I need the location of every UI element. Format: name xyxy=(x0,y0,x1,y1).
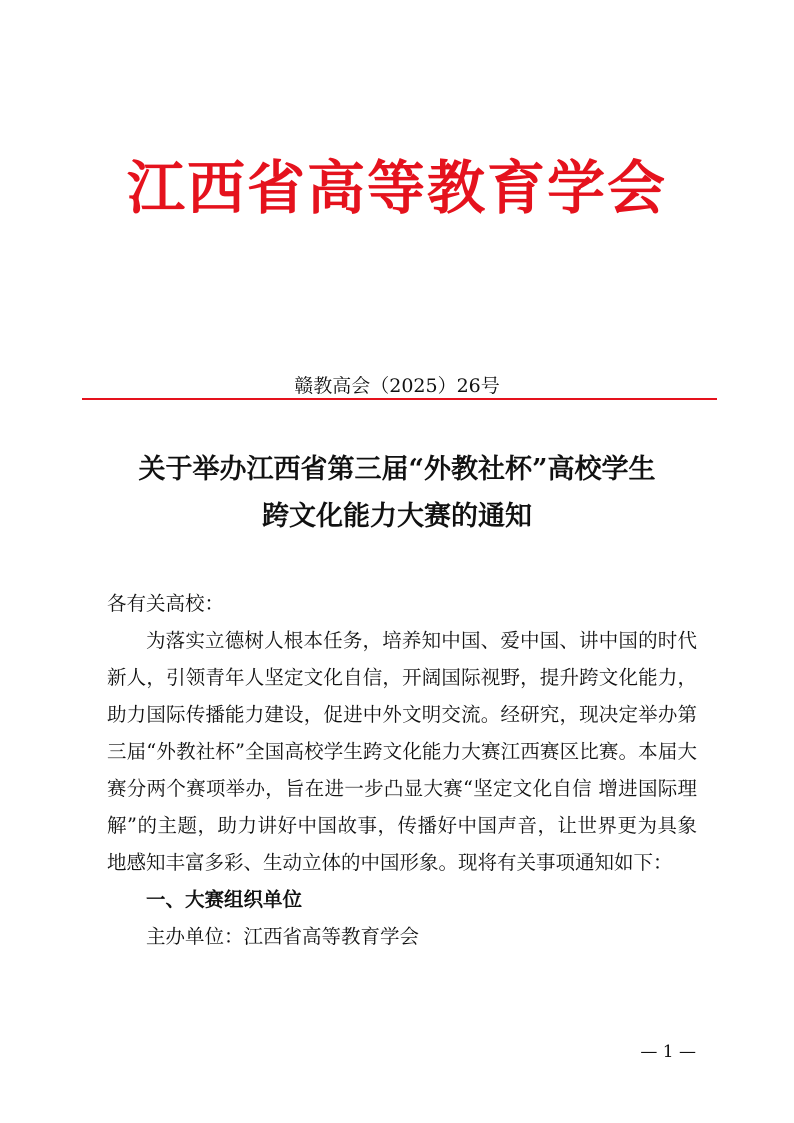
notice-title-line-2: 跨文化能力大赛的通知 xyxy=(262,501,532,532)
organizer-line: 主办单位：江西省高等教育学会 xyxy=(146,925,420,948)
intro-paragraph: 为落实立德树人根本任务，培养知中国、爱中国、讲中国的时代新人，引领青年人坚定文化自信，开阔国际视野，提升跨文化能力，助力国际传播能力建设，促进中外文明交流。经研究，现决定举办第三届“外教社杯”全国高校学生跨文化能力大赛江西赛区比赛。本届大赛分两个赛项举办，旨在进一步凸显大赛“坚定文化自信 增进国际理解”的主题，助力讲好中国故事，传播好中国声音，让世界更为具象地感知丰富多彩、生动立体的中国形象。现将有关事项通知如下： xyxy=(107,629,697,874)
page-number: — 1 — xyxy=(640,1042,696,1062)
salutation: 各有关高校： xyxy=(107,592,225,615)
document-number: 赣教高会（2025）26号 xyxy=(294,375,500,397)
issuing-organization-title: 江西省高等教育学会 xyxy=(126,154,667,222)
notice-title-line-1: 关于举办江西省第三届“外教社杯”高校学生 xyxy=(138,454,656,485)
notice-title xyxy=(60,446,734,540)
document-body xyxy=(107,585,697,955)
red-separator-line xyxy=(82,398,717,400)
section-heading-organizers: 一、大赛组织单位 xyxy=(146,888,303,911)
